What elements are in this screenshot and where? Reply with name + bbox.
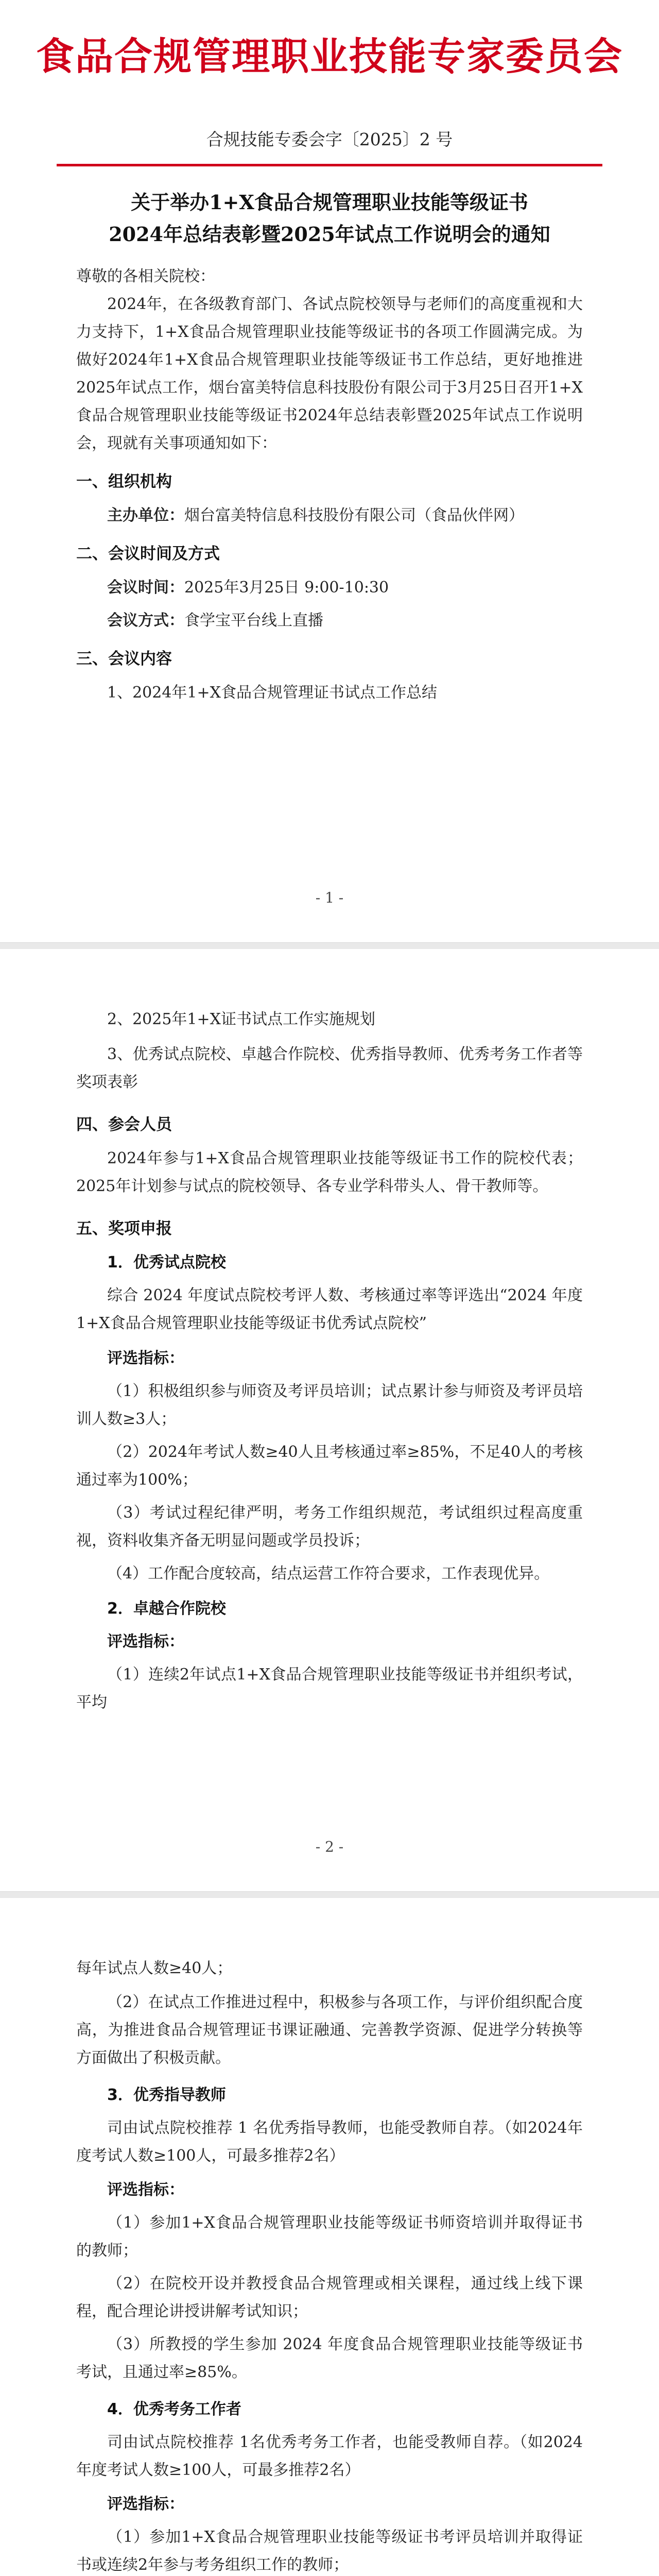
page-1-body: [76, 263, 583, 707]
page-3-body: [76, 1955, 583, 2576]
content-item-2: 2、2025年1+X证书试点工作实施规划: [107, 1010, 376, 1028]
meeting-time-label: 会议时间：: [107, 579, 184, 597]
criteria-label-3: 评选指标：: [107, 2181, 184, 2199]
content-item-1: 1、2024年1+X食品合规管理证书试点工作总结: [107, 684, 438, 702]
page-3: [0, 1898, 659, 2576]
criteria-label-4: 评选指标：: [107, 2495, 184, 2513]
host-value: 烟台富美特信息科技股份有限公司（食品伙伴网）: [184, 506, 524, 524]
document-title-line-1: 关于举办1+X食品合规管理职业技能等级证书: [131, 191, 528, 214]
exam-staff-criterion-1: （1）参加1+X食品合规管理职业技能等级证书考评员培训并取得证书或连续2年参与考务组织工作的教师；: [76, 2528, 583, 2574]
section-heading-content: 三、会议内容: [76, 650, 172, 668]
page-number-1: - 1 -: [315, 889, 344, 906]
section-heading-organization: 一、组织机构: [76, 472, 172, 491]
teacher-criterion-1: （1）参加1+X食品合规管理职业技能等级证书师资培训并取得证书的教师；: [76, 2214, 583, 2260]
red-divider-line: [57, 164, 602, 166]
award-exam-staff-intro: 司由试点院校推荐 1名优秀考务工作者，也能受教师自荐。（如2024年度考试人数≥100人，可最多推荐2名）: [76, 2433, 583, 2479]
partner-criterion-1-part-b: 每年试点人数≥40人；: [76, 1959, 233, 1977]
meeting-mode-line: [76, 607, 583, 635]
school-criterion-3: （3）考试过程纪律严明，考务工作组织规范，考试组织过程高度重视，资料收集齐备无明显问题或学员投诉；: [76, 1504, 583, 1550]
host-line: [76, 502, 583, 530]
document-number: 合规技能专委会字〔2025〕2 号: [206, 129, 453, 149]
teacher-criterion-3: （3）所教授的学生参加 2024 年度食品合规管理职业技能等级证书考试，且通过率≥85%。: [76, 2335, 583, 2381]
award-teacher-heading: 3．优秀指导教师: [107, 2086, 226, 2104]
page-1: [0, 0, 659, 943]
partner-criterion-1-part-a: （1）连续2年试点1+X食品合规管理职业技能等级证书并组织考试，平均: [76, 1666, 583, 1711]
criteria-label-1: 评选指标：: [107, 1349, 184, 1367]
greeting: 尊敬的各相关院校：: [76, 267, 215, 285]
section-heading-time-mode: 二、会议时间及方式: [76, 545, 220, 563]
attendees-text: 2024年参与1+X食品合规管理职业技能等级证书工作的院校代表；2025年计划参与试点的院校领导、各专业学科带头人、骨干教师等。: [76, 1149, 583, 1195]
page-number-2: - 2 -: [315, 1838, 344, 1855]
criteria-label-2: 评选指标：: [107, 1633, 184, 1651]
school-criterion-4: （4）工作配合度较高，结点运营工作符合要求，工作表现优异。: [107, 1565, 550, 1583]
section-heading-awards: 五、奖项申报: [76, 1219, 172, 1238]
meeting-time-line: [76, 574, 583, 602]
partner-criterion-2: （2）在试点工作推进过程中，积极参与各项工作，与评价组织配合度高，为推进食品合规管理证书课证融通、完善教学资源、促进学分转换等方面做出了积极贡献。: [76, 1993, 583, 2067]
document-title-line-2: 2024年总结表彰暨2025年试点工作说明会的通知: [109, 223, 550, 246]
school-criterion-2: （2）2024年考试人数≥40人且考核通过率≥85%，不足40人的考核通过率为100%；: [76, 1443, 583, 1489]
award-excellent-school-intro: 综合 2024 年度试点院校考评人数、考核通过率等评选出“2024 年度1+X食品合规管理职业技能等级证书优秀试点院校”: [76, 1286, 583, 1332]
page-2: [0, 949, 659, 1892]
section-heading-attendees: 四、参会人员: [76, 1115, 172, 1134]
host-label: 主办单位：: [107, 506, 184, 524]
award-exam-staff-heading: 4．优秀考务工作者: [107, 2400, 241, 2418]
page-2-body: [76, 1006, 583, 1717]
teacher-criterion-2: （2）在院校开设并教授食品合规管理或相关课程，通过线上线下课程，配合理论讲授讲解考试知识；: [76, 2275, 583, 2320]
meeting-time-value: 2025年3月25日 9:00-10:30: [184, 579, 389, 597]
intro-paragraph: 2024年，在各级教育部门、各试点院校领导与老师们的高度重视和大力支持下，1+X食品合规管理职业技能等级证书的各项工作圆满完成。为做好2024年1+X食品合规管理职业技能等级证书工作总结，更好地推进2025年试点工作，烟台富美特信息科技股份有限公司于3月25日召开1+X食品合规管理职业技能等级证书2024年总结表彰暨2025年试点工作说明会，现就有关事项通知如下：: [76, 295, 583, 452]
document-title: [0, 187, 659, 250]
award-excellent-school-heading: 1．优秀试点院校: [107, 1253, 226, 1272]
school-criterion-1: （1）积极组织参与师资及考评员培训；试点累计参与师资及考评员培训人数≥3人；: [76, 1382, 583, 1428]
content-item-3: 3、优秀试点院校、卓越合作院校、优秀指导教师、优秀考务工作者等奖项表彰: [76, 1045, 583, 1091]
org-header-title: 食品合规管理职业技能专家委员会: [36, 35, 623, 79]
award-teacher-intro: 司由试点院校推荐 1 名优秀指导教师，也能受教师自荐。（如2024年度考试人数≥100人，可最多推荐2名）: [76, 2119, 583, 2165]
award-partner-school-heading: 2．卓越合作院校: [107, 1600, 226, 1618]
meeting-mode-label: 会议方式：: [107, 612, 184, 630]
meeting-mode-value: 食学宝平台线上直播: [184, 612, 323, 630]
